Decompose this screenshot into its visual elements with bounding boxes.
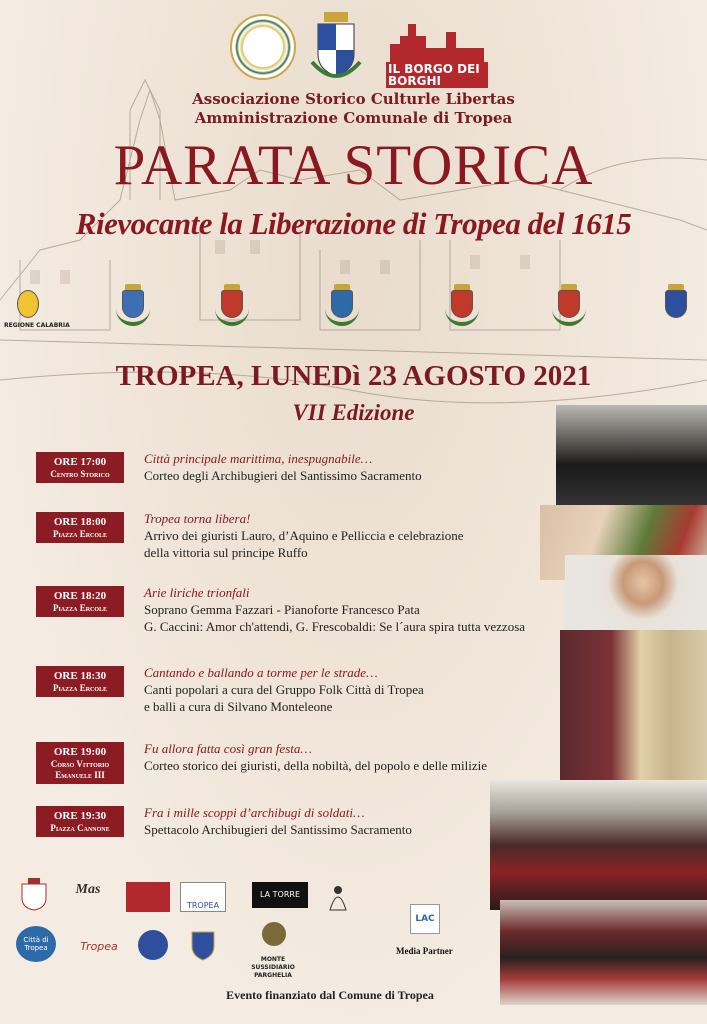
monte-sussidiario-label: MONTE SUSSIDIARIO PARGHELIA — [251, 956, 295, 979]
regione-calabria-label: REGIONE CALABRIA — [4, 322, 70, 329]
libertas-association-logo — [230, 14, 296, 80]
event-tagline: Città principale marittima, inespugnabile… — [144, 451, 373, 466]
event-place: Piazza Ercole — [52, 683, 108, 693]
event-place: Piazza Ercole — [52, 529, 108, 539]
castle-icon — [386, 18, 488, 62]
municipal-crest-icon — [214, 284, 250, 328]
event-place: Piazza Ercole — [52, 603, 108, 613]
municipal-crest-icon — [551, 284, 587, 328]
time-place-badge — [36, 586, 124, 617]
tropea-logo: TROPEA — [180, 882, 226, 912]
event-description: Arrivo dei giuristi Lauro, d’Aquino e Pelliccia e celebrazione — [144, 528, 464, 543]
municipal-crests-row — [0, 284, 707, 340]
time-place-badge — [36, 742, 124, 784]
event-tagline: Fu allora fatta così gran festa… — [144, 741, 312, 756]
event-time: ORE 18:30 — [53, 670, 107, 682]
event-description: G. Caccini: Amor ch'attendi, G. Frescobaldi: Se l´aura spira tutta vezzosa — [144, 619, 526, 634]
event-time: ORE 17:00 — [53, 456, 107, 468]
ascom-tropea-logo: Tropea — [80, 940, 118, 953]
municipal-crest-icon — [324, 284, 360, 328]
footer-funding-note: Evento finanziato dal Comune di Tropea — [226, 988, 434, 1002]
event-tagline: Tropea torna libera! — [144, 511, 251, 526]
time-place-badge — [36, 666, 124, 697]
tropea-crest-icon — [310, 10, 362, 84]
la-torre-logo: LA TORRE — [252, 882, 308, 908]
administration-name: Amministrazione Comunale di Tropea — [194, 109, 513, 127]
citta-di-tropea-logo: Città di Tropea — [16, 926, 56, 962]
municipal-crest-icon — [115, 284, 151, 328]
time-place-badge — [36, 806, 124, 837]
event-description: Soprano Gemma Fazzari - Pianoforte Francesco Pata — [144, 602, 420, 617]
event-date: TROPEA, LUNEDì 23 AGOSTO 2021 — [115, 360, 592, 392]
event-tagline: Fra i mille scoppi d’archibugi di soldati… — [144, 805, 365, 820]
event-description: Corteo storico dei giuristi, della nobiltà, del popolo e delle milizie — [144, 758, 487, 773]
knight-emblem-icon — [326, 880, 350, 914]
event-place: Piazza Cannone — [50, 823, 110, 833]
event-time: ORE 18:20 — [53, 590, 107, 602]
borghi-italia-logo — [126, 882, 170, 912]
event-description: della vittoria sul principe Ruffo — [144, 545, 308, 560]
borgo-dei-borghi-logo — [386, 18, 488, 88]
event-description: Canti popolari a cura del Gruppo Folk Città di Tropea — [144, 682, 424, 697]
top-logos — [0, 8, 707, 88]
event-description: Corteo degli Archibugieri del Santissimo Sacramento — [144, 468, 422, 483]
association-crest-icon — [188, 926, 218, 962]
lac-tv-logo: LAC — [410, 904, 440, 934]
event-tagline: Arie liriche trionfali — [144, 585, 250, 600]
event-place: Corso Vittorio Emanuele III — [50, 759, 110, 780]
monte-sussidiario-logo — [262, 922, 286, 946]
municipal-crest-icon — [444, 284, 480, 328]
time-place-badge — [36, 512, 124, 543]
event-place: Centro Storico — [50, 469, 110, 479]
edition-label: VII Edizione — [292, 400, 415, 425]
diocese-crest-icon — [18, 876, 50, 912]
event-description: Spettacolo Archibugieri del Santissimo Sacramento — [144, 822, 412, 837]
event-tagline: Cantando e ballando a torme per le strade… — [144, 665, 378, 680]
event-time: ORE 19:30 — [53, 810, 107, 822]
municipal-crest-icon — [658, 284, 694, 328]
media-partner-label: Media Partner — [396, 946, 453, 956]
event-time: ORE 18:00 — [53, 516, 107, 528]
time-place-badge — [36, 452, 124, 483]
borgo-logo-text: IL BORGO DEI BORGHI — [386, 62, 488, 88]
mas-logo: Mas — [75, 882, 101, 897]
association-name: Associazione Storico Culturle Libertas — [192, 90, 515, 108]
page-subtitle: Rievocante la Liberazione di Tropea del 1615 — [75, 206, 632, 241]
event-time: ORE 19:00 — [53, 746, 107, 758]
event-description: e balli a cura di Silvano Monteleone — [144, 699, 333, 714]
association-logo — [138, 930, 168, 960]
page-title: PARATA STORICA — [113, 134, 594, 197]
